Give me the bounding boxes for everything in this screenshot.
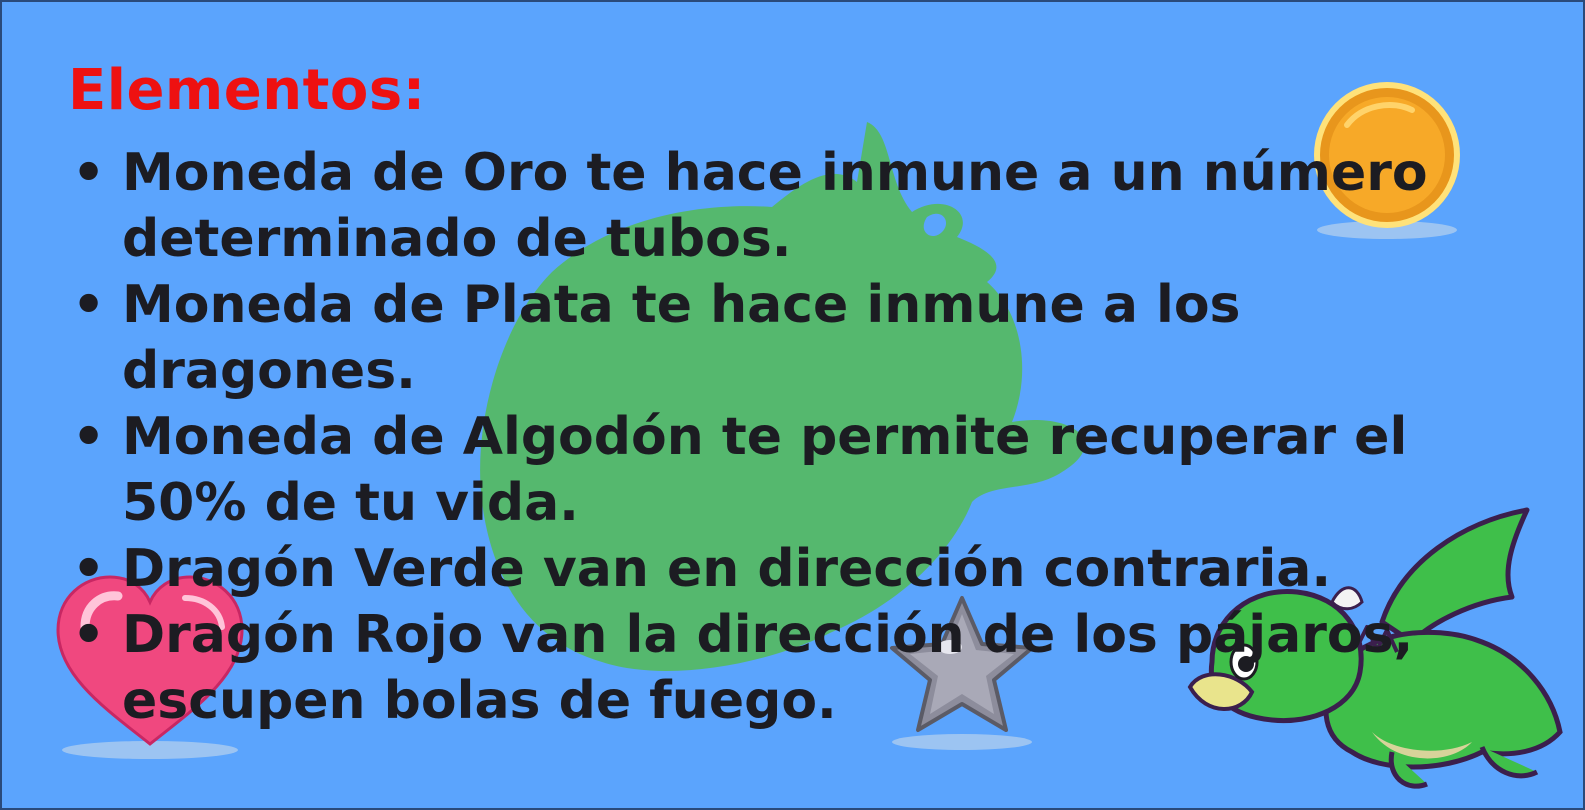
elements-list xyxy=(64,140,1524,734)
bullet: • xyxy=(72,605,106,665)
item-text: Moneda de Oro te hace inmune a un número determinado de tubos. xyxy=(122,143,1428,269)
list-item-gold-coin xyxy=(64,140,1524,272)
list-item-cotton-coin xyxy=(64,404,1524,536)
list-item-red-dragon xyxy=(64,602,1524,734)
page-title: Elementos: xyxy=(68,58,426,123)
item-text: Moneda de Plata te hace inmune a los dragones. xyxy=(122,275,1241,401)
bullet: • xyxy=(72,539,106,599)
list-item-green-dragon xyxy=(64,536,1524,602)
bullet: • xyxy=(72,407,106,467)
item-text: Dragón Rojo van la dirección de los pájaros, escupen bolas de fuego. xyxy=(122,605,1414,731)
item-text: Moneda de Algodón te permite recuperar el 50% de tu vida. xyxy=(122,407,1408,533)
bullet: • xyxy=(72,143,106,203)
item-text: Dragón Verde van en dirección contraria. xyxy=(122,539,1332,599)
bullet: • xyxy=(72,275,106,335)
list-item-silver-coin xyxy=(64,272,1524,404)
